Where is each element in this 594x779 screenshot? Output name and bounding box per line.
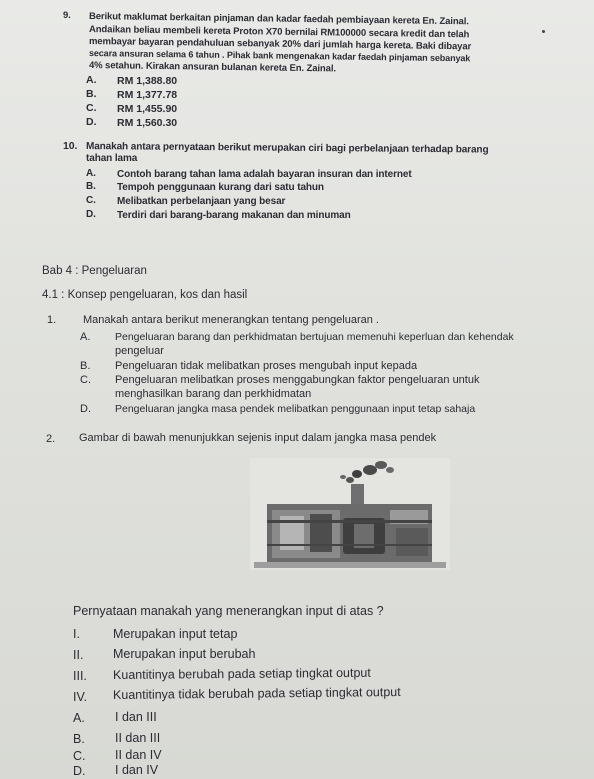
option-letter: D.	[80, 403, 91, 415]
option-letter: B.	[86, 88, 97, 100]
option-letter: A.	[73, 711, 85, 725]
option-letter: C.	[86, 195, 96, 206]
option-text-line: menghasilkan barang dan perkhidmatan	[115, 388, 312, 400]
question-text-line: tahan lama	[86, 153, 138, 164]
factory-machinery-image	[250, 458, 450, 570]
statement-numeral: IV.	[73, 690, 88, 704]
option-letter: C.	[73, 749, 86, 763]
option-text: II dan IV	[115, 748, 162, 762]
option-letter: C.	[86, 102, 97, 114]
question-number: 2.	[46, 433, 56, 445]
speck	[542, 30, 545, 33]
option-letter: B.	[80, 360, 91, 372]
question-stem: Manakah antara berikut menerangkan tentang pengeluaran .	[83, 314, 379, 326]
option-text: I dan III	[115, 710, 157, 724]
option-text: RM 1,377.78	[117, 89, 178, 101]
option-text-line: pengeluar	[115, 345, 164, 357]
option-text: Contoh barang tahan lama adalah bayaran insuran dan internet	[117, 169, 412, 180]
statement-numeral: I.	[73, 627, 80, 641]
question-text-line: Berikut maklumat berkaitan pinjaman dan kadar faedah pembiayaan kereta En. Zainal.	[88, 11, 469, 28]
statement-text: Kuantitinya tidak berubah pada setiap tingkat output	[112, 684, 401, 702]
statement-text: Merupakan input tetap	[113, 627, 238, 641]
question-text-line: membayar bayaran pendahuluan sebanyak 20% dari jumlah harga kereta. Baki dibayar	[88, 36, 472, 53]
statement-text: Kuantitinya berubah pada setiap tingkat output	[112, 665, 371, 682]
question-text-line: secara ansuran selama 6 tahun . Pihak bank mengenakan kadar faedah pinjaman sebanyak	[88, 48, 471, 64]
option-text-line: Pengeluaran jangka masa pendek melibatkan penggunaan input tetap sahaja	[115, 403, 476, 415]
question-number: 10.	[63, 140, 78, 152]
option-text: Terdiri dari barang-barang makanan dan minuman	[117, 210, 351, 221]
statement-numeral: II.	[73, 648, 84, 662]
option-letter: D.	[86, 209, 96, 220]
question-number: 1.	[47, 314, 57, 326]
chapter-heading: Bab 4 : Pengeluaran	[42, 265, 147, 277]
question-text: Pernyataan manakah yang menerangkan input di atas ?	[73, 604, 384, 618]
option-text: RM 1,388.80	[117, 75, 178, 87]
question-text-line: 4% setahun. Kirakan ansuran bulanan kereta En. Zainal.	[88, 60, 337, 75]
option-text: Tempoh penggunaan kurang dari satu tahun	[117, 182, 324, 193]
option-text-line: Pengeluaran melibatkan proses menggabungkan faktor pengeluaran untuk	[115, 374, 480, 386]
option-text: II dan III	[115, 731, 161, 745]
option-letter: A.	[86, 168, 96, 179]
question-text-line: Andaikan beliau membeli kereta Proton X70 bernilai RM100000 secara kredit dan telah	[88, 24, 470, 41]
option-letter: A.	[80, 331, 91, 343]
option-text-line: Pengeluaran tidak melibatkan proses mengubah input kepada	[115, 360, 418, 372]
option-letter: B.	[73, 732, 85, 746]
option-letter: D.	[73, 764, 86, 778]
option-letter: C.	[80, 374, 91, 386]
option-text: RM 1,560.30	[117, 117, 178, 129]
section-heading: 4.1 : Konsep pengeluaran, kos dan hasil	[42, 289, 248, 301]
option-letter: B.	[86, 181, 96, 192]
question-number: 9.	[63, 10, 71, 21]
statement-text: Merupakan input berubah	[113, 647, 256, 661]
option-text: RM 1,455.90	[117, 103, 178, 115]
option-text-line: Pengeluaran barang dan perkhidmatan bertujuan memenuhi keperluan dan kehendak	[115, 331, 514, 343]
option-letter: D.	[86, 116, 97, 128]
question-text-line: Manakah antara pernyataan berikut merupakan ciri bagi perbelanjaan terhadap barang	[85, 141, 489, 156]
option-text: I dan IV	[115, 763, 159, 777]
option-letter: A.	[86, 74, 97, 86]
question-stem: Gambar di bawah menunjukkan sejenis input dalam jangka masa pendek	[79, 432, 437, 444]
statement-numeral: III.	[73, 669, 87, 683]
option-text: Melibatkan perbelanjaan yang besar	[117, 196, 286, 207]
